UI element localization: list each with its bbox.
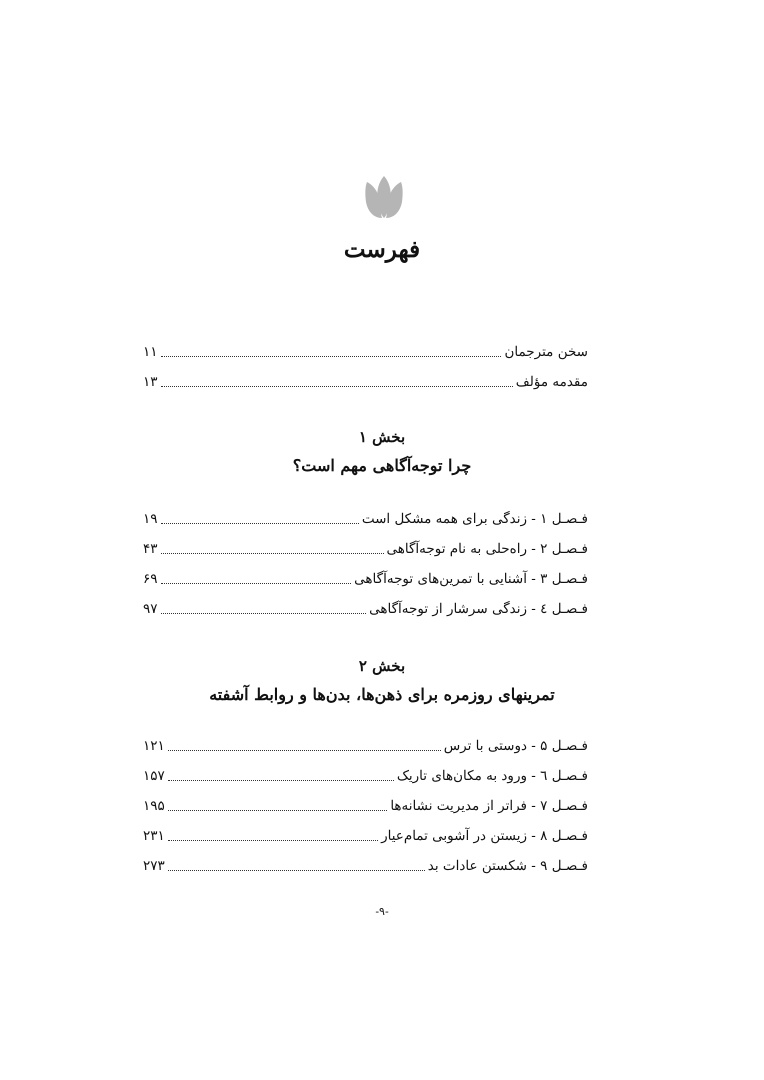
toc-entry-page: ۱۹	[143, 511, 158, 527]
dot-leader	[161, 571, 352, 584]
dot-leader	[168, 798, 388, 811]
dot-leader	[168, 768, 394, 781]
toc-entry-chapter-2[interactable]	[143, 541, 588, 563]
toc-entry-chapter-8[interactable]	[143, 828, 588, 850]
toc-entry-title: فـصـل ۲ - راه‌حلی به نام توجه‌آگاهی	[386, 541, 588, 557]
toc-entry-chapter-7[interactable]	[143, 798, 588, 820]
toc-entry-page: ۲۷۳	[143, 858, 165, 874]
toc-entry-title: فـصـل ۱ - زندگی برای همه مشکل است	[361, 511, 588, 527]
toc-entry-title: فـصـل ۳ - آشنایی با تمرین‌های توجه‌آگاهی	[354, 571, 588, 587]
tulip-logo-icon	[363, 174, 405, 218]
toc-entry-chapter-1[interactable]	[143, 511, 588, 533]
toc-entry-page: ۴۳	[143, 541, 158, 557]
page-number: -۹-	[375, 905, 389, 918]
toc-entry-chapter-9[interactable]	[143, 858, 588, 880]
dot-leader	[161, 374, 513, 387]
dot-leader	[161, 601, 367, 614]
toc-entry-chapter-5[interactable]	[143, 738, 588, 760]
toc-entry-title: سخن مترجمان	[504, 344, 588, 360]
toc-entry-title: فـصـل ٤ - زندگی سرشار از توجه‌آگاهی	[369, 601, 588, 617]
toc-entry-title: فـصـل ۵ - دوستی با ترس	[443, 738, 588, 754]
dot-leader	[161, 344, 502, 357]
toc-entry-title: مقدمه مؤلف	[515, 374, 588, 390]
toc-entry-page: ۱۳	[143, 374, 158, 390]
toc-entry-title: فـصـل ۷ - فراتر از مدیریت نشانه‌ها	[390, 798, 588, 814]
toc-entry-chapter-6[interactable]	[143, 768, 588, 790]
toc-entry-chapter-4[interactable]	[143, 601, 588, 623]
part-1-title: چرا توجه‌آگاهی مهم است؟	[292, 456, 472, 475]
toc-entry-page: ۲۳۱	[143, 828, 165, 844]
toc-entry-title: فـصـل ٦ - ورود به مکان‌های تاریک	[396, 768, 588, 784]
toc-entry-page: ۶۹	[143, 571, 158, 587]
toc-entry-chapter-3[interactable]	[143, 571, 588, 593]
toc-entry-page: ۱۲۱	[143, 738, 165, 754]
part-1-label: بخش ۱	[358, 428, 406, 446]
toc-entry-page: ۱۹۵	[143, 798, 165, 814]
dot-leader	[168, 828, 378, 841]
toc-entry-translators-note[interactable]	[143, 344, 588, 366]
dot-leader	[161, 511, 359, 524]
part-2-label: بخش ۲	[358, 657, 406, 675]
dot-leader	[168, 858, 425, 871]
toc-entry-page: ۱۱	[143, 344, 158, 360]
toc-entry-title: فـصـل ۹ - شکستن عادات بد	[427, 858, 588, 874]
toc-entry-author-preface[interactable]	[143, 374, 588, 396]
dot-leader	[168, 738, 441, 751]
dot-leader	[161, 541, 384, 554]
part-2-title: تمرینهای روزمره برای ذهن‌ها، بدن‌ها و روابط آشفته	[209, 685, 555, 704]
toc-entry-title: فـصـل ۸ - زیستن در آشوبی تمام‌عیار	[381, 828, 588, 844]
toc-entry-page: ۱۵۷	[143, 768, 165, 784]
page-title: فهرست	[343, 236, 421, 263]
toc-entry-page: ۹۷	[143, 601, 158, 617]
